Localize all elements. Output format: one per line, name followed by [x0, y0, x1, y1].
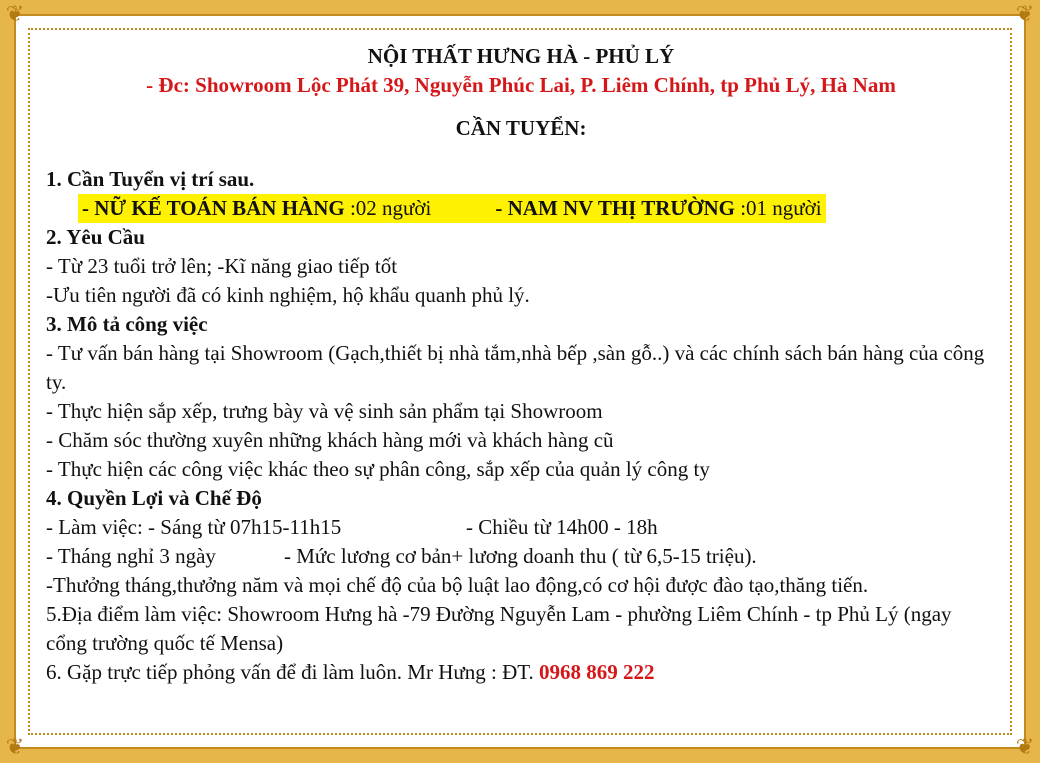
contact-row	[46, 658, 996, 687]
requirement-line: -Ưu tiên người đã có kinh nghiệm, hộ khẩu quanh phủ lý.	[46, 283, 530, 307]
company-address: - Đc: Showroom Lộc Phát 39, Nguyễn Phúc Lai, P. Liêm Chính, tp Phủ Lý, Hà Nam	[146, 73, 896, 97]
recruitment-notice	[46, 36, 996, 687]
position-accountant-title: - NỮ KẾ TOÁN BÁN HÀNG	[82, 196, 350, 220]
monthly-leave: - Tháng nghỉ 3 ngày	[46, 544, 216, 568]
job-description-line: - Tư vấn bán hàng tại Showroom (Gạch,thiết bị nhà tắm,nhà bếp ,sàn gỗ..) và các chính sách bán hàng của công ty.	[46, 341, 985, 394]
corner-ornament-icon: ❦	[5, 2, 25, 27]
contact-phone[interactable]: 0968 869 222	[539, 660, 655, 684]
section2-heading: 2. Yêu Cầu	[46, 225, 145, 249]
corner-ornament-icon: ❦	[1015, 2, 1035, 27]
position-market-count: :01 người	[740, 196, 822, 220]
job-description-line: - Chăm sóc thường xuyên những khách hàng mới và khách hàng cũ	[46, 428, 614, 452]
positions-highlight	[78, 194, 826, 223]
work-hours-row	[46, 513, 996, 542]
section4-heading: 4. Quyền Lợi và Chế Độ	[46, 486, 262, 510]
job-description-line: - Thực hiện các công việc khác theo sự phân công, sắp xếp của quản lý công ty	[46, 457, 710, 481]
corner-ornament-icon: ❦	[1015, 735, 1035, 760]
work-hours-morning: - Làm việc: - Sáng từ 07h15-11h15	[46, 515, 342, 539]
section1-heading: 1. Cần Tuyển vị trí sau.	[46, 167, 255, 191]
bonus-info: -Thưởng tháng,thưởng năm và mọi chế độ của bộ luật lao động,có cơ hội được đào tạo,thăng tiến.	[46, 573, 869, 597]
company-title: NỘI THẤT HƯNG HÀ - PHỦ LÝ	[367, 44, 675, 68]
position-accountant-count: :02 người	[349, 196, 432, 220]
recruit-heading: CẦN TUYỂN:	[455, 116, 587, 140]
position-market-title: - NAM NV THỊ TRƯỜNG	[495, 196, 741, 220]
corner-ornament-icon: ❦	[5, 735, 25, 760]
work-hours-afternoon: - Chiều từ 14h00 - 18h	[466, 515, 658, 539]
contact-text: 6. Gặp trực tiếp phỏng vấn để đi làm luôn. Mr Hưng : ĐT.	[46, 660, 540, 684]
requirement-line: - Từ 23 tuổi trở lên; -Kĩ năng giao tiếp tốt	[46, 254, 398, 278]
job-description-line: - Thực hiện sắp xếp, trưng bày và vệ sinh sản phẩm tại Showroom	[46, 399, 603, 423]
salary-info: - Mức lương cơ bản+ lương doanh thu ( từ 6,5-15 triệu).	[284, 544, 757, 568]
section3-heading: 3. Mô tả công việc	[46, 312, 208, 336]
leave-salary-row	[46, 542, 996, 571]
positions-row	[46, 194, 996, 223]
workplace-info: 5.Địa điểm làm việc: Showroom Hưng hà -79 Đường Nguyễn Lam - phường Liêm Chính - tp Phủ Lý (ngay cổng trường quốc tế Mensa)	[46, 602, 952, 655]
